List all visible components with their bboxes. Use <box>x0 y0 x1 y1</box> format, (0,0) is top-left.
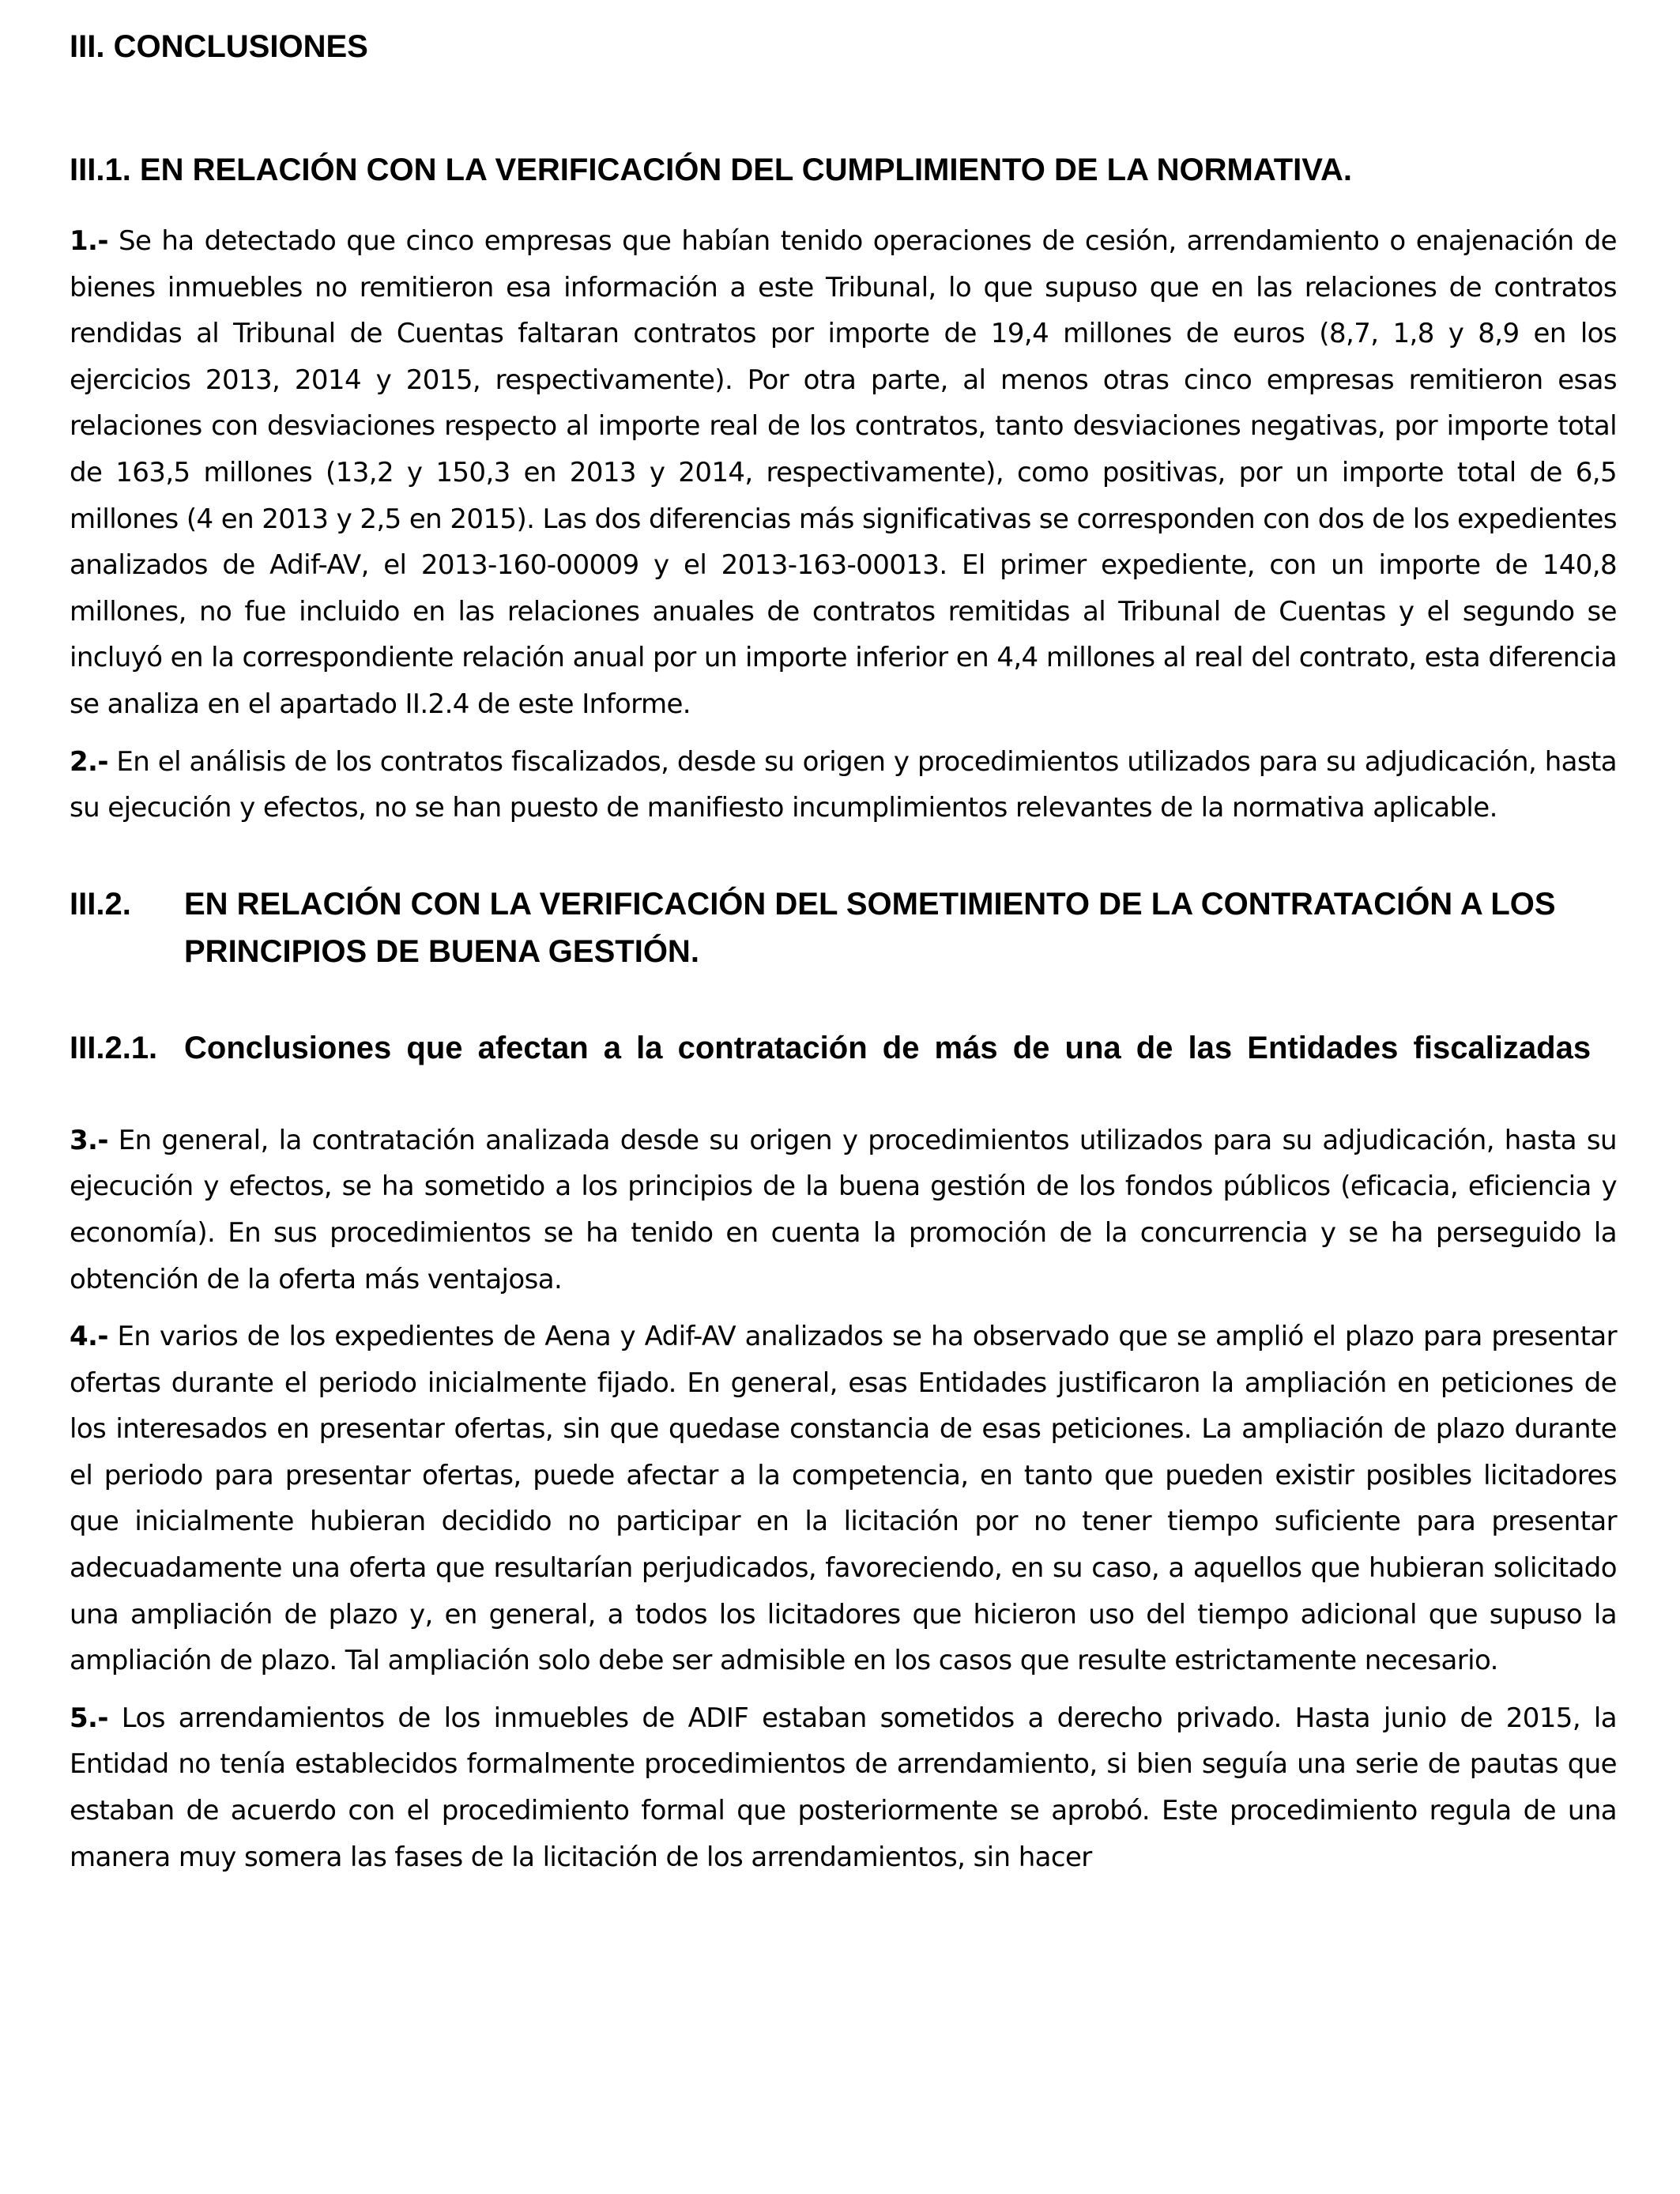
heading-text: Conclusiones que afectan a la contratación de más de una de las Entidades fiscalizadas <box>184 1030 1591 1065</box>
paragraph-text: Se ha detectado que cinco empresas que habían tenido operaciones de cesión, arrendamiento o enajenación de bienes inmuebles no remitieron esa información a este Tribunal, lo que supuso que en las relaciones de contratos rendidas al Tribunal de Cuentas faltaran contratos por importe de 19,4 millones de euros (8,7, 1,8 y 8,9 en los ejercicios 2013, 2014 y 2015, respectivamente). Por otra parte, al menos otras cinco empresas remitieron esas relaciones con desviaciones respecto al importe real de los contratos, tanto desviaciones negativas, por importe total de 163,5 millones (13,2 y 150,3 en 2013 y 2014, respectivamente), como positivas, por un importe total de 6,5 millones (4 en 2013 y 2,5 en 2015). Las dos diferencias más significativas se corresponden con dos de los expedientes analizados de Adif-AV, el 2013-160-00009 y el 2013-163-00013. El primer expediente, con un importe de 140,8 millones, no fue incluido en las relaciones anuales de contratos remitidas al Tribunal de Cuentas y el segundo se incluyó en la correspondiente relación anual por un importe inferior en 4,4 millones al real del contrato, esta diferencia se analiza en el apartado II.2.4 de este Informe. <box>70 225 1617 720</box>
paragraph-text: En general, la contratación analizada desde su origen y procedimientos utilizados para su adjudicación, hasta su ejecución y efectos, se ha sometido a los principios de la buena gestión de los fondos públicos (eficacia, eficiencia y economía). En sus procedimientos se ha tenido en cuenta la promoción de la concurrencia y se ha perseguido la obtención de la oferta más ventajosa. <box>70 1124 1617 1295</box>
paragraph-text: En varios de los expedientes de Aena y Adif-AV analizados se ha observado que se amplió el plazo para presentar ofertas durante el periodo inicialmente fijado. En general, esas Entidades justificaron la ampliación en peticiones de los interesados en presentar ofertas, sin que quedase constancia de esas peticiones. La ampliación de plazo durante el periodo para presentar ofertas, puede afectar a la competencia, en tanto que pueden existir posibles licitadores que inicialmente hubieran decidido no participar en la licitación por no tener tiempo suficiente para presentar adecuadamente una oferta que resultarían perjudicados, favoreciendo, en su caso, a aquellos que hubieran solicitado una ampliación de plazo y, en general, a todos los licitadores que hicieron uso del tiempo adicional que supuso la ampliación de plazo. Tal ampliación solo debe ser admisible en los casos que resulte estrictamente necesario. <box>70 1321 1617 1677</box>
heading-section-iii-2 <box>70 880 1617 975</box>
paragraph-number: 1.- <box>70 225 108 257</box>
paragraph-2 <box>70 739 1617 831</box>
paragraph-1 <box>70 218 1617 728</box>
heading-text: EN RELACIÓN CON LA VERIFICACIÓN DEL SOMETIMIENTO DE LA CONTRATACIÓN A LOS PRINCIPIOS DE BUENA GESTIÓN. <box>184 886 1556 969</box>
heading-conclusiones: III. CONCLUSIONES <box>70 29 368 64</box>
paragraph-text: Los arrendamientos de los inmuebles de ADIF estaban sometidos a derecho privado. Hasta junio de 2015, la Entidad no tenía establecidos formalmente procedimientos de arrendamiento, si bien seguía una serie de pautas que estaban de acuerdo con el procedimiento formal que posteriormente se aprobó. Este procedimiento regula de una manera muy somera las fases de la licitación de los arrendamientos, sin hacer <box>70 1702 1617 1873</box>
document-page <box>70 27 1617 1880</box>
heading-section-iii-2-1 <box>70 1024 1617 1072</box>
paragraph-3 <box>70 1118 1617 1302</box>
paragraph-text: En el análisis de los contratos fiscalizados, desde su origen y procedimientos utilizados para su adjudicación, hasta su ejecución y efectos, no se han puesto de manifiesto incumplimientos relevantes de la normativa aplicable. <box>70 745 1617 824</box>
paragraph-number: 5.- <box>70 1702 108 1734</box>
heading-section-iii-1: III.1. EN RELACIÓN CON LA VERIFICACIÓN DEL CUMPLIMIENTO DE LA NORMATIVA. <box>70 153 1353 187</box>
heading-number: III.2.1. <box>70 1030 158 1065</box>
paragraph-4 <box>70 1314 1617 1684</box>
heading-number: III.2. <box>70 886 131 922</box>
paragraph-5 <box>70 1695 1617 1880</box>
paragraph-number: 3.- <box>70 1124 108 1156</box>
paragraph-number: 4.- <box>70 1321 108 1353</box>
paragraph-number: 2.- <box>70 745 108 778</box>
